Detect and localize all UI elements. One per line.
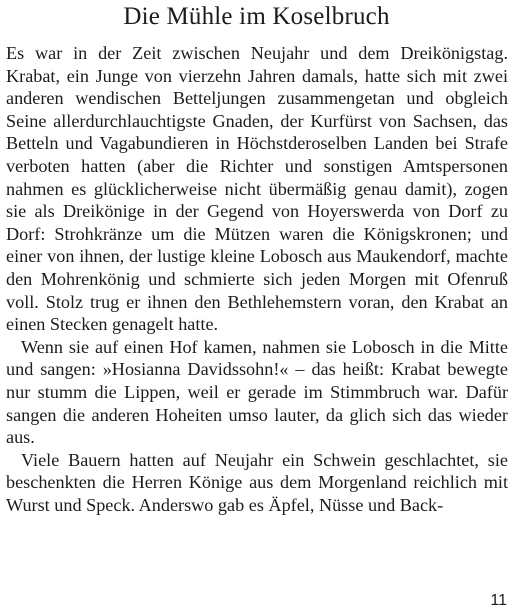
- paragraph-1: Es war in der Zeit zwischen Neujahr und dem Dreikönigstag. Krabat, ein Junge von vierzehn Jahren damals, hatte sich mit zwei anderen wendischen Betteljungen zusammengetan und obgleich Seine allerdurchlauchtigste Gnaden, der Kurfürst von Sachsen, das Betteln und Vagabundieren in Höchstderoselben Landen bei Strafe verboten hatten (aber die Richter und sonstigen Amtspersonen nahmen es glücklicherweise nicht übermäßig genau damit), zogen sie als Dreikönige in der Gegend von Hoyerswerda von Dorf zu Dorf: Strohkränze um die Mützen waren die Königskronen; und einer von ihnen, der lustige kleine Lobosch aus Maukendorf, machte den Mohrenkönig und schmierte sich jeden Morgen mit Ofenruß voll. Stolz trug er ihnen den Bethlehemstern voran, den Krabat an einen Stecken genagelt hatte.: [6, 43, 508, 335]
- page-number: 11: [490, 592, 507, 609]
- paragraph-2: Wenn sie auf einen Hof kamen, nahmen sie Lobosch in die Mitte und sangen: »Hosianna Davidssohn!« – das heißt: Krabat bewegte nur stumm die Lippen, weil er gerade im Stimmbruch war. Dafür sangen die anderen Hoheiten umso lauter, da glich sich das wieder aus.: [6, 336, 508, 448]
- chapter-title: Die Mühle im Koselbruch: [123, 3, 390, 30]
- paragraph-3: Viele Bauern hatten auf Neujahr ein Schwein geschlachtet, sie beschenkten die Herren Könige aus dem Morgenland reichlich mit Wurst und Speck. Anderswo gab es Äpfel, Nüsse und Back-: [6, 449, 508, 515]
- body-text: [6, 42, 508, 516]
